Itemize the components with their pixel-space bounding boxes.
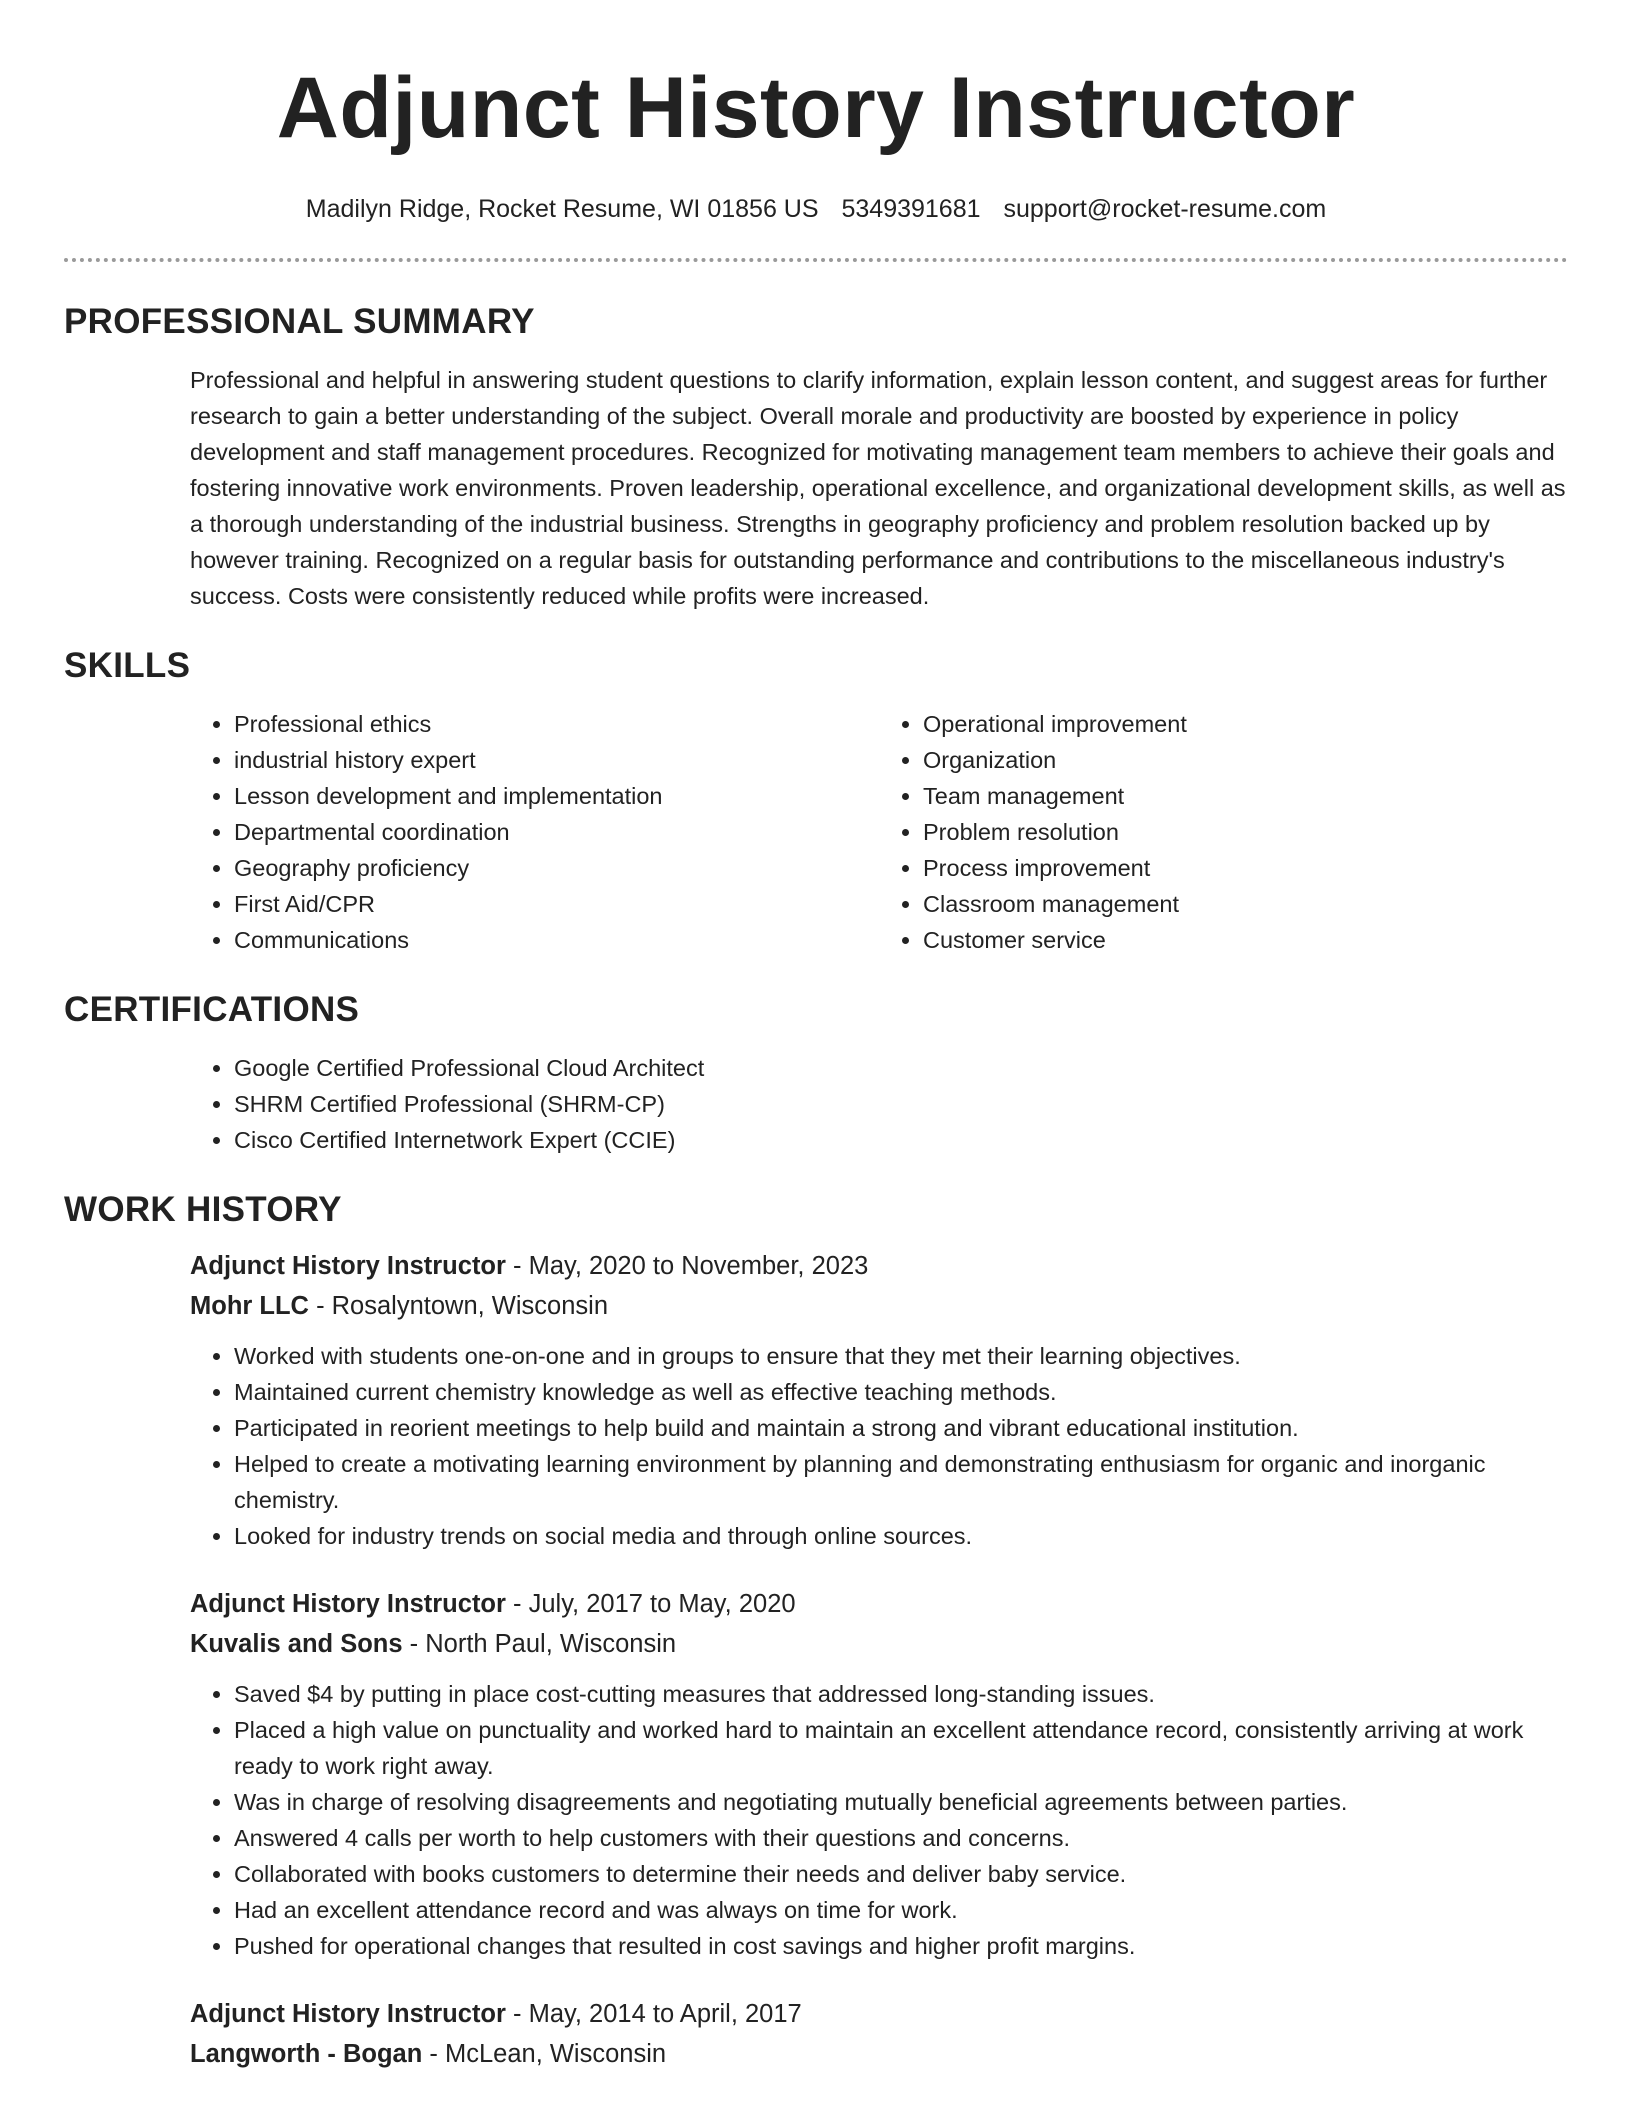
job-company-line xyxy=(190,1624,1568,1664)
job-bullet: • Pushed for operational changes that resulted in cost savings and higher profit margins. xyxy=(234,1928,1568,1964)
skill-item: • Problem resolution xyxy=(923,814,1568,850)
job-bullet: • Placed a high value on punctuality and worked hard to maintain an excellent attendance record, consistently arriving at work ready to work right away. xyxy=(234,1712,1568,1784)
skills-columns xyxy=(190,706,1568,958)
job-bullet: • Was in charge of resolving disagreements and negotiating mutually beneficial agreements between parties. xyxy=(234,1784,1568,1820)
job-company: Langworth - Bogan xyxy=(190,2040,423,2068)
skills-section xyxy=(64,644,1568,958)
job-title-line xyxy=(190,1246,1568,1286)
skill-item: • Team management xyxy=(923,778,1568,814)
summary-text: Professional and helpful in answering student questions to clarify information, explain lesson content, and suggest areas for further research to gain a better understanding of the subject. Overall morale and productivity are boosted by experience in policy development and staff management procedures. Recognized for motivating management team members to achieve their goals and fostering innovative work environments. Proven leadership, operational excellence, and organizational development skills, as well as a thorough understanding of the industrial business. Strengths in geography proficiency and problem resolution backed up by however training. Recognized on a regular basis for outstanding performance and contributions to the miscellaneous industry's success. Costs were consistently reduced while profits were increased. xyxy=(190,367,1566,609)
job-bullets xyxy=(190,1338,1568,1554)
job-title: Adjunct History Instructor xyxy=(190,2000,506,2028)
job-dates: - May, 2014 to April, 2017 xyxy=(505,2000,802,2028)
contact-phone: 5349391681 xyxy=(841,195,981,223)
contact-address: Madilyn Ridge, Rocket Resume, WI 01856 US xyxy=(305,195,819,223)
certification-item: • Google Certified Professional Cloud Architect xyxy=(234,1050,1568,1086)
certifications-section xyxy=(64,988,1568,1158)
job-bullet: • Participated in reorient meetings to help build and maintain a strong and vibrant educational institution. xyxy=(234,1410,1568,1446)
job-location: - McLean, Wisconsin xyxy=(422,2040,667,2068)
skill-item: • Geography proficiency xyxy=(234,850,879,886)
section-title-skills: SKILLS xyxy=(64,646,191,685)
job-bullet: • Helped to create a motivating learning environment by planning and demonstrating enthusiasm for organic and inorganic chemistry. xyxy=(234,1446,1568,1518)
skill-item: • First Aid/CPR xyxy=(234,886,879,922)
skill-item: • Classroom management xyxy=(923,886,1568,922)
job-company-line xyxy=(190,1286,1568,1326)
job-bullet: • Had an excellent attendance record and was always on time for work. xyxy=(234,1892,1568,1928)
job-title-line xyxy=(190,1994,1568,2034)
certifications-list xyxy=(190,1050,1568,1158)
job-title-line xyxy=(190,1584,1568,1624)
certification-item: • SHRM Certified Professional (SHRM-CP) xyxy=(234,1086,1568,1122)
job-location: - Rosalyntown, Wisconsin xyxy=(308,1292,608,1320)
candidate-name: Adjunct History Instructor xyxy=(276,60,1356,156)
skill-item: • Organization xyxy=(923,742,1568,778)
skill-item: • Departmental coordination xyxy=(234,814,879,850)
header-divider xyxy=(64,258,1568,262)
job-bullet: • Worked with students one-on-one and in groups to ensure that they met their learning objectives. xyxy=(234,1338,1568,1374)
job-entry xyxy=(190,1994,1568,2074)
skill-item: • Process improvement xyxy=(923,850,1568,886)
job-company-line xyxy=(190,2034,1568,2074)
section-title-work-history: WORK HISTORY xyxy=(64,1190,342,1229)
job-company: Kuvalis and Sons xyxy=(190,1630,403,1658)
job-bullet: • Looked for industry trends on social media and through online sources. xyxy=(234,1518,1568,1554)
job-dates: - July, 2017 to May, 2020 xyxy=(505,1590,796,1618)
job-title: Adjunct History Instructor xyxy=(190,1590,506,1618)
skill-item: • Lesson development and implementation xyxy=(234,778,879,814)
job-bullets xyxy=(190,1676,1568,1964)
skill-item: • Operational improvement xyxy=(923,706,1568,742)
skill-item: • Professional ethics xyxy=(234,706,879,742)
certifications-wrap xyxy=(190,1050,1568,1158)
skills-list-right xyxy=(879,706,1568,958)
skills-list-left xyxy=(190,706,879,958)
contact-line xyxy=(64,194,1568,224)
job-dates: - May, 2020 to November, 2023 xyxy=(505,1252,869,1280)
section-title-summary: PROFESSIONAL SUMMARY xyxy=(64,302,535,341)
job-bullet: • Saved $4 by putting in place cost-cutting measures that addressed long-standing issues. xyxy=(234,1676,1568,1712)
certification-item: • Cisco Certified Internetwork Expert (CCIE) xyxy=(234,1122,1568,1158)
skill-item: • Communications xyxy=(234,922,879,958)
skill-item: • industrial history expert xyxy=(234,742,879,778)
job-company: Mohr LLC xyxy=(190,1292,309,1320)
job-location: - North Paul, Wisconsin xyxy=(402,1630,677,1658)
job-bullet: • Answered 4 calls per worth to help customers with their questions and concerns. xyxy=(234,1820,1568,1856)
job-bullet: • Collaborated with books customers to determine their needs and deliver baby service. xyxy=(234,1856,1568,1892)
summary-section xyxy=(64,300,1568,614)
skill-item: • Customer service xyxy=(923,922,1568,958)
section-title-certifications: CERTIFICATIONS xyxy=(64,990,360,1029)
contact-email: support@rocket-resume.com xyxy=(1003,195,1327,223)
job-entry xyxy=(190,1246,1568,1554)
job-title: Adjunct History Instructor xyxy=(190,1252,506,1280)
job-entry xyxy=(190,1584,1568,1964)
job-bullet: • Maintained current chemistry knowledge as well as effective teaching methods. xyxy=(234,1374,1568,1410)
work-history-section xyxy=(64,1188,1568,2074)
